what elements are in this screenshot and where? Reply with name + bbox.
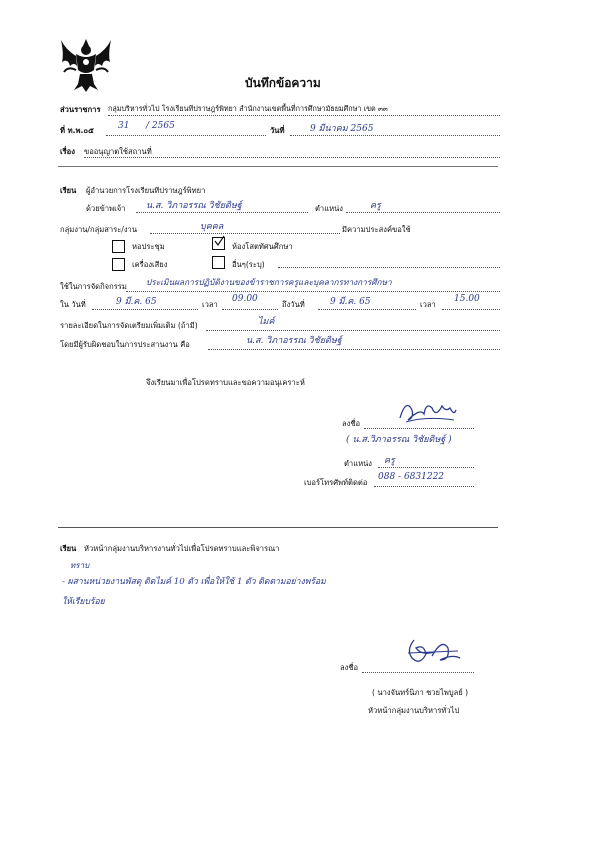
closing-text: จึงเรียนมาเพื่อโปรดทราบและขอความอนุเคราะห์ <box>146 378 305 387</box>
review-note-line2: - ผสานหน่วยงานพัสดุ ติดไมค์ 10 ตัว เพื่อให้ใช้ 1 ตัว ติดตามอย่างพร้อม <box>62 577 326 587</box>
phone-label: เบอร์โทรศัพท์ติดต่อ <box>304 478 368 487</box>
end-day-value: 9 มี.ค. 65 <box>330 297 371 307</box>
review-note-line1: ทราบ <box>70 561 90 570</box>
details-label: รายละเอียดในการจัดเตรียมเพิ่มเติม (ถ้ามี) <box>60 321 198 330</box>
subject-label: เรื่อง <box>60 147 75 156</box>
signer-position-value: ครู <box>384 456 395 466</box>
start-time-value: 09.00 <box>232 294 258 304</box>
start-day-label: ใน วันที่ <box>60 300 86 309</box>
phone-value: 088 - 6831222 <box>378 472 445 482</box>
name-label: ด้วยข้าพเจ้า <box>86 204 126 213</box>
request-to-label: เรียน <box>60 186 77 195</box>
end-time-label: เวลา <box>420 300 436 309</box>
option-checkbox-av-room[interactable] <box>212 237 225 250</box>
subject-value: ขออนุญาตใช้สถานที่ <box>84 147 152 156</box>
ref-label: ที่ ท.พ.๐๕ <box>60 126 94 135</box>
requester-signature <box>396 396 460 426</box>
option-label-hall: หอประชุม <box>132 242 165 251</box>
activity-value: ประเมินผลการปฏิบัติงานของข้าราชการครูและบุคลากรทางการศึกษา <box>146 277 392 287</box>
checkmark-icon <box>213 235 226 248</box>
review-sign-label: ลงชื่อ <box>340 663 359 672</box>
requester-signer-name: ( น.ส.วิภาอรรณ วิชัยดิษฐ์ ) <box>346 435 452 445</box>
reviewer-name: ( นางจันทร์นิภา ชวยไพบูลย์ ) <box>372 688 469 697</box>
date-value: 9 มีนาคม 2565 <box>310 124 374 134</box>
reviewer-position: หัวหน้ากลุ่มงานบริหารทั่วไป <box>368 706 460 715</box>
activity-label: ใช้ในการจัดกิจกรรม <box>60 282 127 291</box>
option-label-sound: เครื่องเสียง <box>132 260 168 269</box>
start-day-value: 9 มี.ค. 65 <box>116 297 157 307</box>
ref-number: 31 <box>118 121 130 131</box>
option-label-av-room: ห้องโสตทัศนศึกษา <box>232 242 293 251</box>
memo-title: บันทึกข้อความ <box>245 76 321 90</box>
end-time-value: 15.00 <box>454 294 480 304</box>
agency-value: กลุ่มบริหารทั่วไป โรงเรียนทีปราษฎร์พิทยา สำนักงานเขตพื้นที่การศึกษามัธยมศึกษา เขต ๓๓ <box>108 104 388 113</box>
group-label: กลุ่มงาน/กลุ่มสาระ/งาน <box>60 225 138 234</box>
reviewer-signature <box>402 636 464 670</box>
coordinator-label: โดยมีผู้รับผิดชอบในการประสานงาน คือ <box>60 340 190 349</box>
agency-label: ส่วนราชการ <box>60 105 101 114</box>
option-checkbox-sound[interactable] <box>112 258 125 271</box>
group-value: บุคคล <box>200 222 224 232</box>
end-day-label: ถึงวันที่ <box>282 300 305 309</box>
intent-label: มีความประสงค์ขอใช้ <box>342 225 411 234</box>
review-note-line3: ให้เรียบร้อย <box>62 597 105 607</box>
ref-year: / 2565 <box>146 121 175 131</box>
position-label: ตำแหน่ง <box>315 204 343 213</box>
sign-label: ลงชื่อ <box>342 419 361 428</box>
date-label: วันที่ <box>270 126 285 135</box>
section-divider <box>58 527 498 528</box>
coordinator-value: น.ส. วิภาอรรณ วิชัยดิษฐ์ <box>246 336 342 346</box>
review-to-label: เรียน <box>60 544 77 553</box>
review-to-value: หัวหน้ากลุ่มงานบริหารงานทั่วไปเพื่อโปรดทราบและพิจารณา <box>84 544 280 553</box>
header-divider <box>58 166 498 167</box>
option-label-other: อื่นๆ(ระบุ) <box>232 260 265 269</box>
option-checkbox-other[interactable] <box>212 256 225 269</box>
garuda-emblem <box>58 36 114 94</box>
request-to-value: ผู้อำนวยการโรงเรียนทีปราษฎร์พิทยา <box>86 186 206 195</box>
details-value: ไมค์ <box>258 317 275 327</box>
requester-name: น.ส. วิภาอรรณ วิชัยดิษฐ์ <box>146 201 242 211</box>
option-checkbox-hall[interactable] <box>112 240 125 253</box>
start-time-label: เวลา <box>202 300 218 309</box>
signer-position-label: ตำแหน่ง <box>344 459 372 468</box>
position-value: ครู <box>370 201 381 211</box>
